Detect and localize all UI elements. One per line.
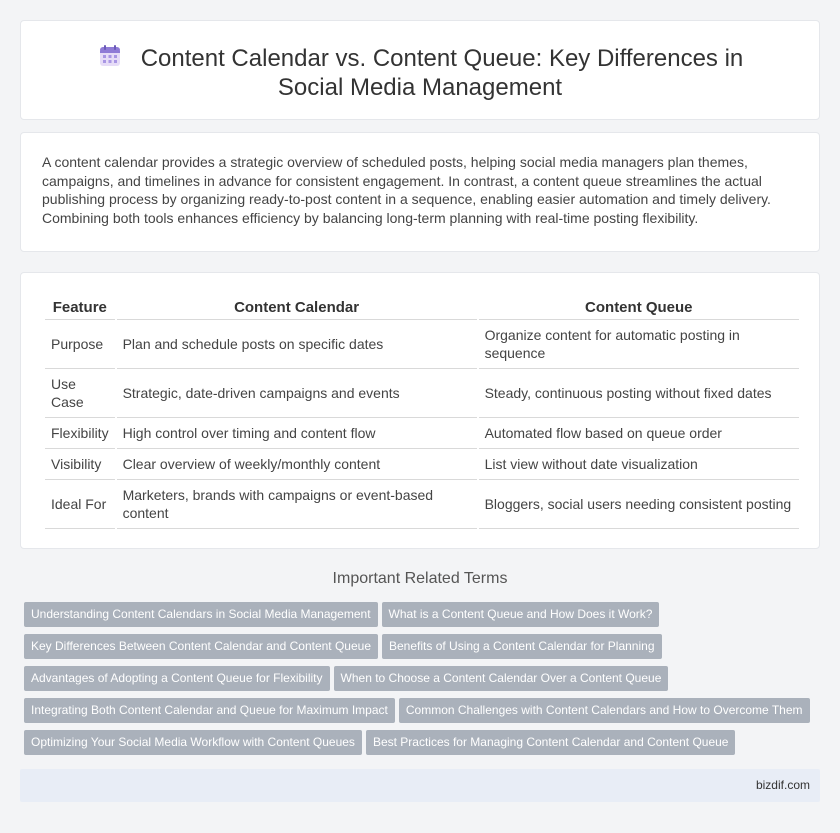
related-term-link[interactable]: Benefits of Using a Content Calendar for Planning <box>382 634 662 659</box>
related-terms-title: Important Related Terms <box>332 570 508 587</box>
footer-site-link[interactable]: bizdif.com <box>755 778 810 792</box>
table-cell-calendar: Strategic, date-driven campaigns and events <box>116 368 478 417</box>
table-cell-queue: Bloggers, social users needing consistent posting <box>478 479 799 528</box>
comparison-card <box>20 272 820 549</box>
table-cell-feature: Flexibility <box>44 417 116 448</box>
related-terms-list <box>24 602 824 762</box>
table-cell-calendar: Plan and schedule posts on specific dates <box>116 319 478 368</box>
table-cell-calendar: High control over timing and content flow <box>116 417 478 448</box>
table-cell-queue: List view without date visualization <box>478 448 799 479</box>
related-term-link[interactable]: Integrating Both Content Calendar and Queue for Maximum Impact <box>24 698 395 723</box>
table-cell-feature: Visibility <box>44 448 116 479</box>
intro-paragraph: A content calendar provides a strategic overview of scheduled posts, helping social media managers plan themes, campaigns, and timelines in advance for consistent engagement. In contrast, a content queue streamlines the actual publishing process by organizing ready-to-post content in a sequence, enabling easier automation and timely delivery. Combining both tools enhances efficiency by balancing long-term planning with real-time posting flexibility. <box>42 154 771 226</box>
header-feature: Feature <box>44 295 116 319</box>
table-cell-feature: Purpose <box>44 319 116 368</box>
related-term-link[interactable]: What is a Content Queue and How Does it Work? <box>382 602 660 627</box>
table-cell-queue: Steady, continuous posting without fixed dates <box>478 368 799 417</box>
table-row <box>44 368 799 417</box>
header-content-queue: Content Queue <box>478 295 799 319</box>
comparison-table <box>43 295 799 529</box>
table-cell-feature: Ideal For <box>44 479 116 528</box>
header-content-calendar: Content Calendar <box>116 295 478 319</box>
page-title <box>21 43 819 102</box>
intro-card <box>20 132 820 252</box>
related-term-link[interactable]: Advantages of Adopting a Content Queue for Flexibility <box>24 666 330 691</box>
footer <box>20 769 820 802</box>
table-header-row <box>44 295 799 319</box>
related-term-link[interactable]: Common Challenges with Content Calendars and How to Overcome Them <box>399 698 810 723</box>
table-row <box>44 417 799 448</box>
table-cell-calendar: Clear overview of weekly/monthly content <box>116 448 478 479</box>
calendar-icon <box>97 43 123 69</box>
related-term-link[interactable]: Best Practices for Managing Content Calendar and Content Queue <box>366 730 736 755</box>
related-term-link[interactable]: Optimizing Your Social Media Workflow with Content Queues <box>24 730 362 755</box>
table-row <box>44 319 799 368</box>
table-row <box>44 448 799 479</box>
table-row <box>44 479 799 528</box>
table-cell-queue: Automated flow based on queue order <box>478 417 799 448</box>
table-cell-calendar: Marketers, brands with campaigns or event-based content <box>116 479 478 528</box>
related-term-link[interactable]: When to Choose a Content Calendar Over a Content Queue <box>334 666 669 691</box>
table-cell-feature: Use Case <box>44 368 116 417</box>
table-cell-queue: Organize content for automatic posting in sequence <box>478 319 799 368</box>
related-term-link[interactable]: Key Differences Between Content Calendar and Content Queue <box>24 634 378 659</box>
page-title-text: Content Calendar vs. Content Queue: Key Differences in Social Media Management <box>140 45 744 101</box>
related-term-link[interactable]: Understanding Content Calendars in Social Media Management <box>24 602 378 627</box>
header-card <box>20 20 820 120</box>
